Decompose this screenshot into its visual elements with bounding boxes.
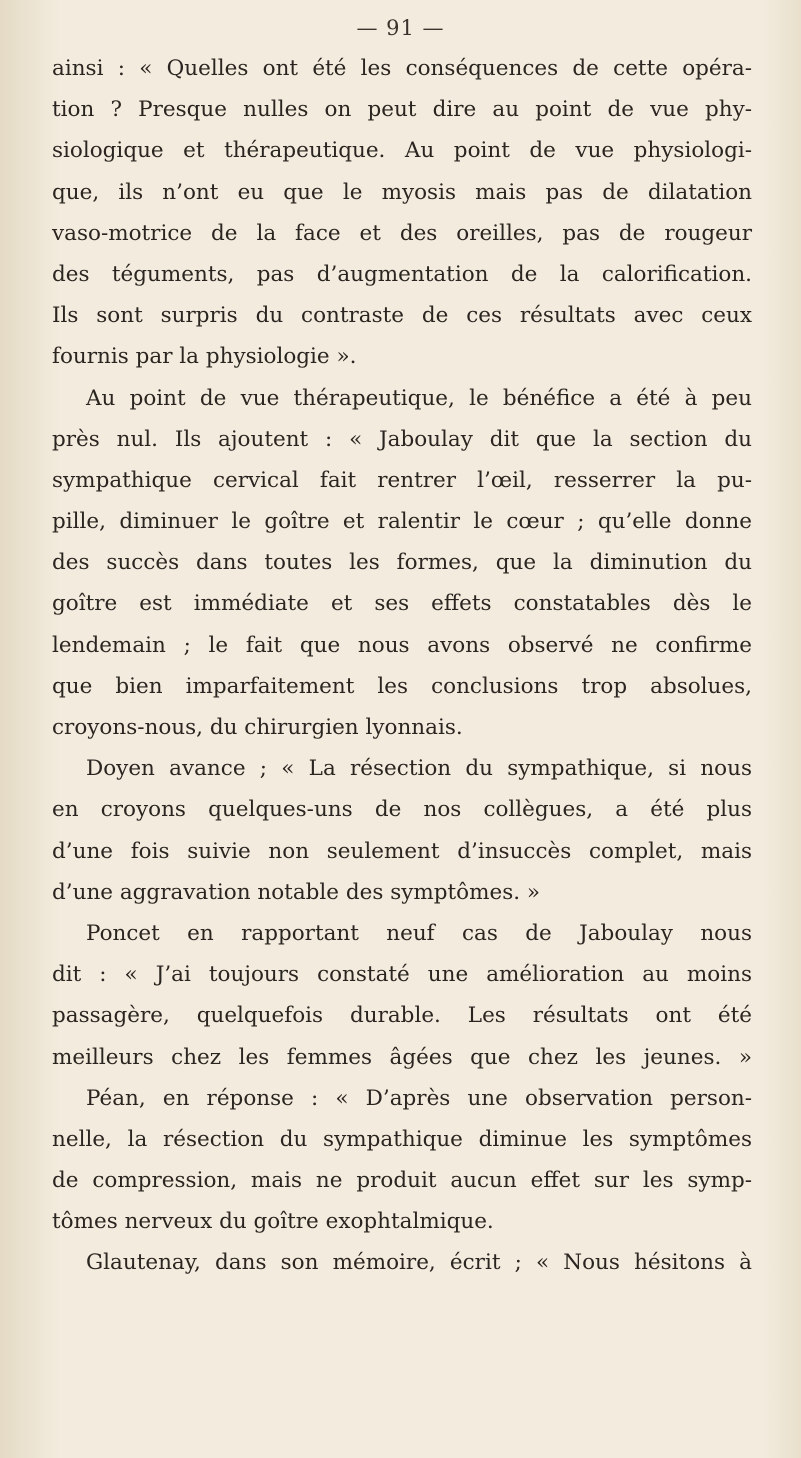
text-line: en croyons quelques-uns de nos collègues, a été plus <box>52 797 752 823</box>
page-number: — 91 — <box>356 16 445 40</box>
text-line: ainsi : « Quelles ont été les conséquences de cette opéra- <box>52 56 752 81</box>
text-line: sympathique cervical fait rentrer l’œil, resserrer la pu- <box>52 467 752 493</box>
text-line: Doyen avance ; « La résection du sympathique, si nous <box>86 756 752 782</box>
text-line: d’une fois suivie non seulement d’insuccès complet, mais <box>52 838 752 864</box>
text-line: dit : « J’ai toujours constaté une amélioration au moins <box>52 962 752 988</box>
text-line: Au point de vue thérapeutique, le bénéfice a été à peu <box>86 385 752 411</box>
text-line: goître est immédiate et ses effets constatables dès le <box>52 591 752 617</box>
text-line: de compression, mais ne produit aucun effet sur les symp- <box>52 1168 752 1194</box>
text-line: Glautenay, dans son mémoire, écrit ; « Nous hésitons à <box>86 1250 752 1276</box>
text-line: que bien imparfaitement les conclusions trop absolues, <box>52 673 752 699</box>
text-line: Péan, en réponse : « D’après une observation person- <box>86 1085 752 1111</box>
text-line: passagère, quelquefois durable. Les résultats ont été <box>52 1003 752 1029</box>
text-line: tômes nerveux du goître exophtalmique. <box>52 1209 494 1235</box>
text-line: siologique et thérapeutique. Au point de vue physiologi- <box>52 138 752 164</box>
body-text <box>52 48 752 1284</box>
text-line: Poncet en rapportant neuf cas de Jaboulay nous <box>86 920 752 946</box>
text-line: des succès dans toutes les formes, que la diminution du <box>52 550 752 576</box>
text-line: fournis par la physiologie ». <box>52 344 357 370</box>
text-line: lendemain ; le fait que nous avons observé ne confirme <box>52 632 752 658</box>
text-line: près nul. Ils ajoutent : « Jaboulay dit que la section du <box>52 426 752 452</box>
text-line: nelle, la résection du sympathique diminue les symptômes <box>52 1126 752 1152</box>
text-line: vaso-motrice de la face et des oreilles, pas de rougeur <box>52 220 752 246</box>
text-line: tion ? Presque nulles on peut dire au point de vue phy- <box>52 97 752 123</box>
text-line: croyons-nous, du chirurgien lyonnais. <box>52 715 463 740</box>
text-line: que, ils n’ont eu que le myosis mais pas de dilatation <box>52 179 752 205</box>
text-line: des téguments, pas d’augmentation de la calorification. <box>52 261 752 287</box>
text-line: Ils sont surpris du contraste de ces résultats avec ceux <box>52 303 752 329</box>
text-line: d’une aggravation notable des symptômes. » <box>52 879 541 905</box>
text-line: pille, diminuer le goître et ralentir le cœur ; qu’elle donne <box>52 509 752 535</box>
text-line: meilleurs chez les femmes âgées que chez les jeunes. » <box>52 1044 752 1070</box>
